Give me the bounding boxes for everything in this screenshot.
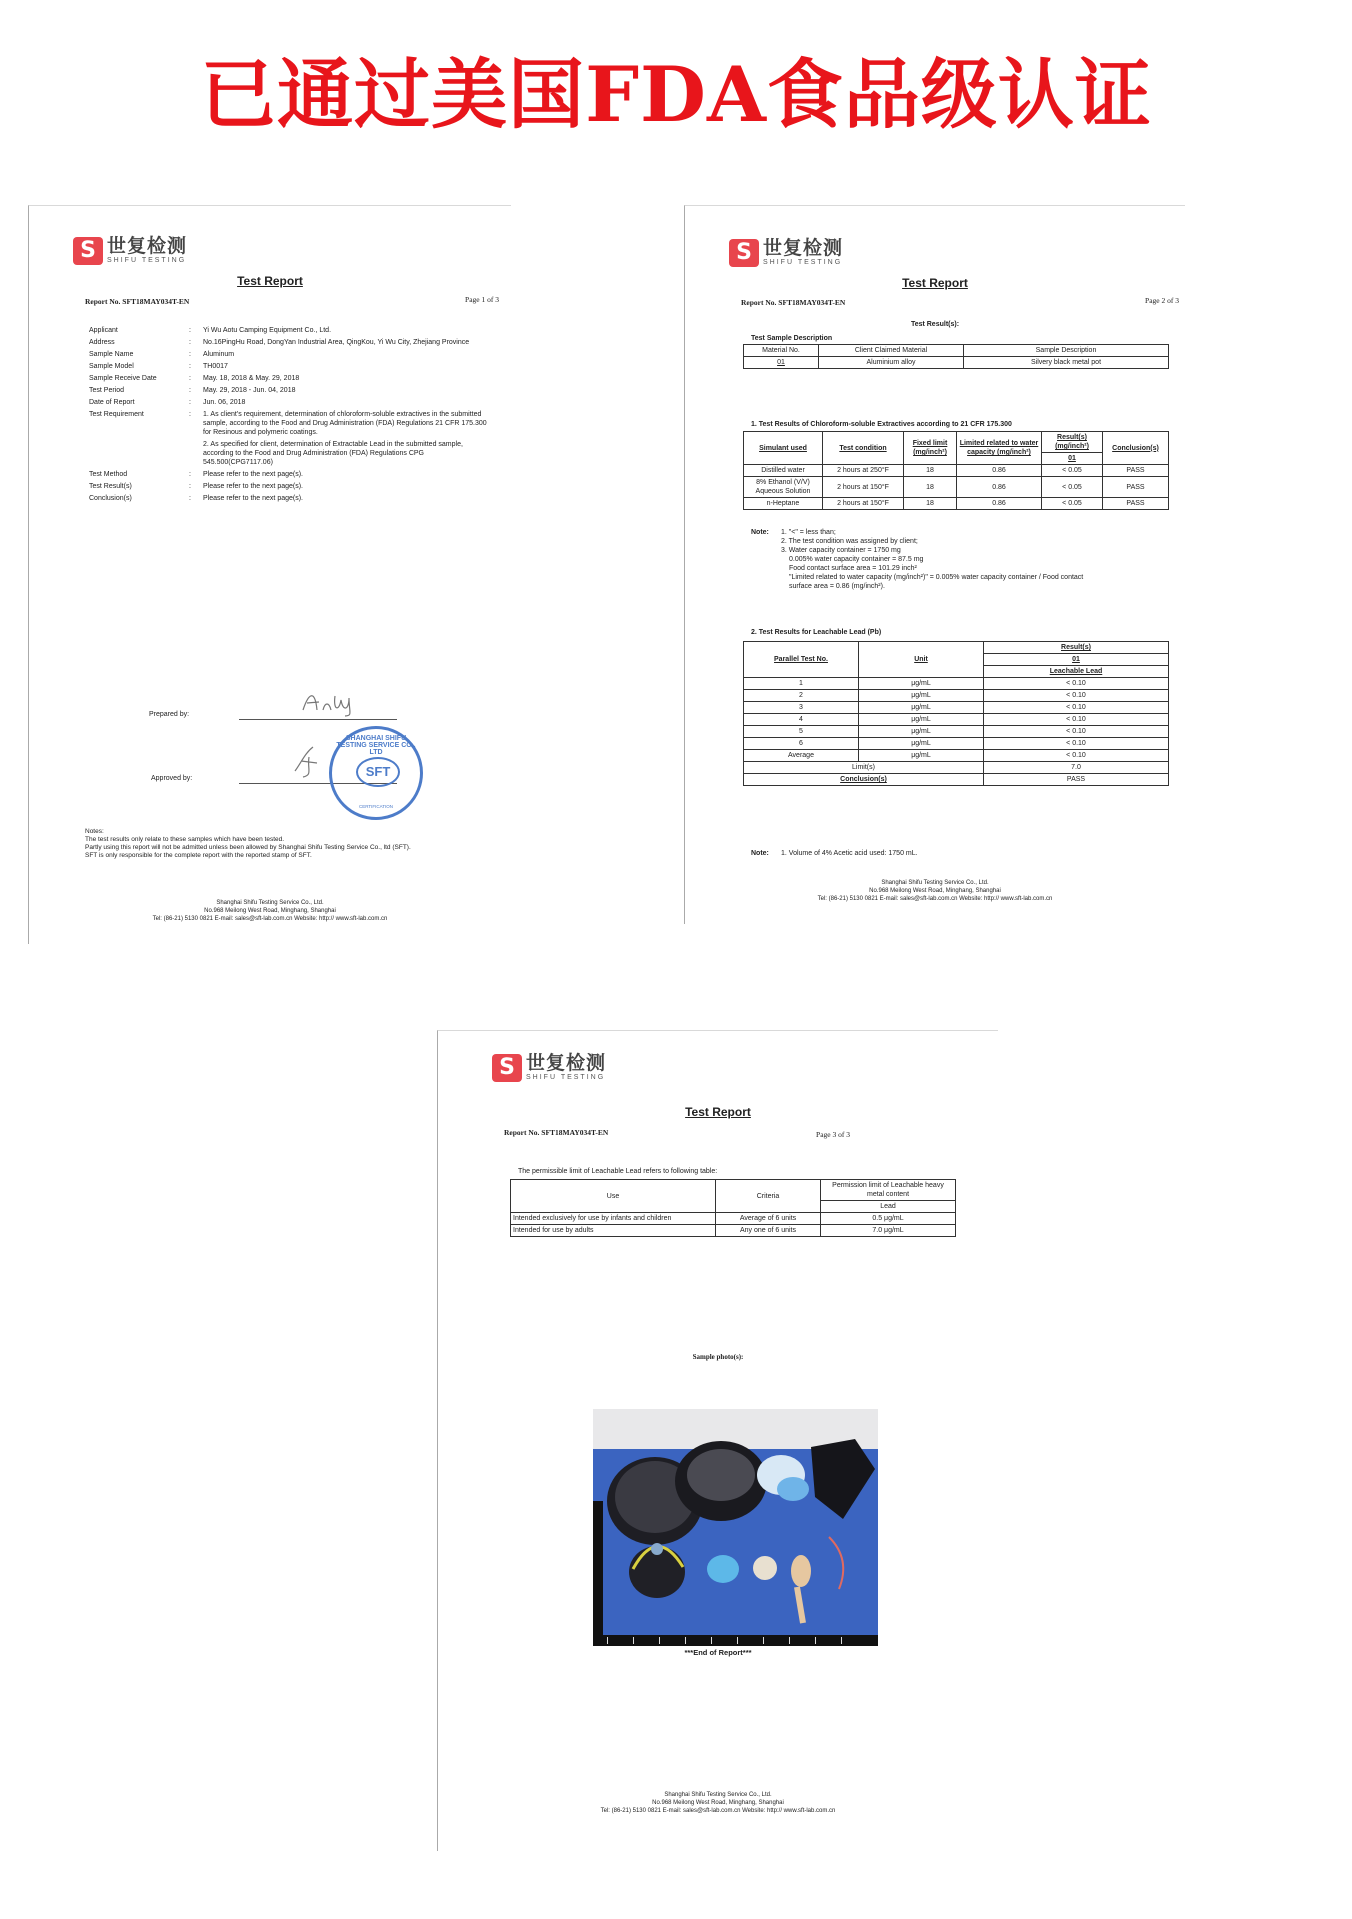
- logo-icon: S: [492, 1054, 522, 1082]
- table-cell: PASS: [1103, 465, 1169, 477]
- info-key: Address: [89, 339, 115, 346]
- th-use: Use: [511, 1180, 716, 1213]
- th-material-no: Material No.: [744, 345, 819, 357]
- report-number: Report No. SFT18MAY034T-EN: [741, 298, 846, 307]
- info-value: Please refer to the next page(s).: [203, 495, 303, 502]
- footer-contact: Tel: (86-21) 5130 0821 E-mail: sales@sft-lab.com.cn Website: http:// www.sft-lab.com.cn: [152, 916, 388, 922]
- table-cell: 18: [904, 477, 957, 498]
- table-cell: < 0.10: [984, 714, 1169, 726]
- cell-limit: 7.0 μg/mL: [821, 1225, 956, 1237]
- note-line: 2. The test condition was assigned by client;: [781, 538, 918, 545]
- info-key: Applicant: [89, 327, 118, 334]
- table-cell: < 0.05: [1042, 477, 1103, 498]
- table-row: [744, 714, 1169, 726]
- note-line: The test results only relate to these samples which have been tested.: [85, 836, 285, 843]
- note2-label: Note:: [751, 850, 769, 857]
- report-title: Test Report: [237, 274, 303, 288]
- footer-company: Shanghai Shifu Testing Service Co., Ltd.: [881, 880, 989, 886]
- info-value: 2. As specified for client, determination of Extractable Lead in the submitted sample, according to the Food and Drug Administration (FDA) Regulations CPG 545.500(CPG7117.06): [203, 441, 463, 466]
- note-line: "Limited related to water capacity (mg/inch²)" = 0.005% water capacity container / Food contact: [789, 574, 1084, 581]
- table-cell: PASS: [1103, 477, 1169, 498]
- logo-cn: 世复检测: [526, 1052, 607, 1074]
- table-cell: < 0.10: [984, 678, 1169, 690]
- table-cell: μg/mL: [859, 678, 984, 690]
- info-colon: :: [189, 399, 191, 406]
- info-value: Jun. 06, 2018: [203, 399, 246, 406]
- info-row: [89, 386, 489, 398]
- table-cell: < 0.05: [1042, 465, 1103, 477]
- th-sample-desc: Sample Description: [964, 345, 1169, 357]
- cell-criteria: Average of 6 units: [716, 1213, 821, 1225]
- info-row: [89, 398, 489, 410]
- th-results-sub: 01: [1042, 453, 1103, 465]
- info-row: [89, 470, 489, 482]
- table-row: [744, 498, 1169, 510]
- table-cell: 0.86: [957, 465, 1042, 477]
- table-cell: 0.86: [957, 477, 1042, 498]
- info-colon: :: [189, 339, 191, 346]
- logo-cn: 世复检测: [107, 235, 188, 257]
- th-unit: Unit: [859, 642, 984, 678]
- prepared-by-label: Prepared by:: [149, 711, 190, 718]
- table-row: [744, 465, 1169, 477]
- info-key: Sample Name: [89, 351, 134, 358]
- info-colon: [189, 440, 203, 470]
- info-key: Test Requirement: [89, 411, 144, 418]
- info-key: Test Period: [89, 387, 125, 394]
- info-colon: :: [189, 375, 191, 382]
- info-colon: :: [189, 471, 191, 478]
- info-value: May. 18, 2018 & May. 29, 2018: [203, 375, 300, 382]
- cell-client-material: Aluminium alloy: [819, 357, 964, 369]
- table-cell: 5: [744, 726, 859, 738]
- section-2-title: 2. Test Results for Leachable Lead (Pb): [751, 629, 882, 636]
- cell-criteria: Any one of 6 units: [716, 1225, 821, 1237]
- cell-use: Intended exclusively for use by infants and children: [511, 1213, 716, 1225]
- th-limited-related: Limited related to water capacity (mg/inch²): [957, 432, 1042, 465]
- sample-photo-label: Sample photo(s):: [692, 1353, 744, 1361]
- table-cell: PASS: [1103, 498, 1169, 510]
- signature-andy: [299, 686, 369, 718]
- table-cell: 6: [744, 738, 859, 750]
- table-cell: 1: [744, 678, 859, 690]
- table-cell: μg/mL: [859, 690, 984, 702]
- page-footer: [685, 879, 1185, 903]
- shifu-logo: [729, 238, 843, 267]
- info-value: 1. As client's requirement, determination of chloroform-soluble extractives in the submitted sample, according to the Food and Drug Administration (FDA) Regulations 21 CFR 175.300 for Resinous and polymeric coatings.: [203, 411, 487, 436]
- table-cell: 0.86: [957, 498, 1042, 510]
- table-cell: μg/mL: [859, 726, 984, 738]
- note-line: 3. Water capacity container = 1750 mg: [781, 547, 901, 554]
- notes: [85, 828, 411, 860]
- logo-en: SHIFU TESTING: [763, 259, 843, 266]
- report-page-1: [28, 205, 511, 944]
- info-key: Conclusion(s): [89, 495, 132, 502]
- table-cell: < 0.10: [984, 750, 1169, 762]
- th-parallel-test: Parallel Test No.: [744, 642, 859, 678]
- footer-contact: Tel: (86-21) 5130 0821 E-mail: sales@sft-lab.com.cn Website: http:// www.sft-lab.com.cn: [600, 1808, 836, 1814]
- table-cell: < 0.05: [1042, 498, 1103, 510]
- limit-intro: The permissible limit of Leachable Lead refers to following table:: [518, 1168, 718, 1175]
- th-client-material: Client Claimed Material: [819, 345, 964, 357]
- results-heading: Test Result(s):: [910, 321, 960, 328]
- info-colon: :: [189, 363, 191, 370]
- info-colon: :: [189, 351, 191, 358]
- table-cell: μg/mL: [859, 750, 984, 762]
- logo-icon: S: [73, 237, 103, 265]
- info-key: [89, 440, 189, 470]
- footer-address: No.968 Meilong West Road, Minghang, Shanghai: [652, 1800, 784, 1806]
- footer-address: No.968 Meilong West Road, Minghang, Shanghai: [204, 908, 336, 914]
- info-key: Sample Receive Date: [89, 375, 157, 382]
- info-row: [89, 362, 489, 374]
- signature-approver: [287, 741, 327, 781]
- shifu-logo: [73, 236, 187, 265]
- page-number: Page 3 of 3: [816, 1130, 850, 1139]
- conclusion-value: PASS: [984, 774, 1169, 786]
- permissible-limit-table: [510, 1179, 956, 1237]
- info-value: Please refer to the next page(s).: [203, 471, 303, 478]
- info-row: [89, 350, 489, 362]
- table-cell: 2 hours at 250°F: [823, 465, 904, 477]
- info-value: Yi Wu Aotu Camping Equipment Co., Ltd.: [203, 327, 332, 334]
- th-criteria: Criteria: [716, 1180, 821, 1213]
- sft-stamp: [329, 726, 423, 820]
- table-row: [744, 738, 1169, 750]
- table-cell: 2 hours at 150°F: [823, 477, 904, 498]
- footer-address: No.968 Meilong West Road, Minghang, Shanghai: [869, 888, 1001, 894]
- th-result: Result(s): [984, 642, 1169, 654]
- info-key: Sample Model: [89, 363, 134, 370]
- table-cell: Distilled water: [744, 465, 823, 477]
- logo-icon: S: [729, 239, 759, 267]
- stamp-ring-text: SHANGHAI SHIFU TESTING SERVICE CO., LTD: [336, 735, 416, 756]
- info-row: [89, 440, 489, 470]
- page-number: Page 1 of 3: [465, 295, 499, 304]
- report-number: Report No. SFT18MAY034T-EN: [85, 297, 190, 306]
- info-row: [89, 410, 489, 440]
- table-cell: 18: [904, 465, 957, 477]
- table-cell: Average: [744, 750, 859, 762]
- stamp-cert: CERTIFICATION: [358, 804, 394, 809]
- info-colon: :: [189, 411, 191, 418]
- report-title: Test Report: [685, 1105, 751, 1119]
- th-result-sub1: 01: [984, 654, 1169, 666]
- info-colon: :: [189, 327, 191, 334]
- note-line: SFT is only responsible for the complete report with the reported stamp of SFT.: [85, 852, 312, 859]
- th-lead: Lead: [821, 1201, 956, 1213]
- table-row: [744, 678, 1169, 690]
- info-key: Date of Report: [89, 399, 135, 406]
- table-row: [744, 726, 1169, 738]
- cell-material-no: 01: [744, 357, 819, 369]
- th-permission-limit: Permission limit of Leachable heavy metal content: [821, 1180, 956, 1201]
- sample-photo: [593, 1409, 878, 1646]
- logo-en: SHIFU TESTING: [107, 257, 187, 264]
- table-cell: 2 hours at 150°F: [823, 498, 904, 510]
- note-line: surface area = 0.86 (mg/inch²).: [789, 583, 885, 590]
- section-1-title: 1. Test Results of Chloroform-soluble Extractives according to 21 CFR 175.300: [751, 421, 1012, 428]
- info-row: [89, 482, 489, 494]
- note-line: 0.005% water capacity container = 87.5 mg: [789, 556, 924, 563]
- logo-en: SHIFU TESTING: [526, 1074, 606, 1081]
- note-line: Partly using this report will not be admitted unless been allowed by Shanghai Shifu Testing Service Co., ltd (SFT).: [85, 844, 411, 851]
- table-cell: μg/mL: [859, 714, 984, 726]
- page-number: Page 2 of 3: [1145, 296, 1179, 305]
- report-page-2: [684, 205, 1185, 924]
- sample-desc-table: [743, 344, 1169, 369]
- table-cell: < 0.10: [984, 738, 1169, 750]
- cell-sample-desc: Silvery black metal pot: [964, 357, 1169, 369]
- limit-label: Limit(s): [744, 762, 984, 774]
- t1-notes: [781, 528, 1181, 591]
- cell-limit: 0.5 μg/mL: [821, 1213, 956, 1225]
- table-cell: μg/mL: [859, 702, 984, 714]
- report-info-table: [89, 326, 489, 506]
- footer-contact: Tel: (86-21) 5130 0821 E-mail: sales@sft-lab.com.cn Website: http:// www.sft-lab.com.cn: [817, 896, 1053, 902]
- info-value: TH0017: [203, 363, 228, 370]
- info-value: Aluminum: [203, 351, 235, 358]
- info-colon: :: [189, 387, 191, 394]
- table-cell: 2: [744, 690, 859, 702]
- table-cell: < 0.10: [984, 702, 1169, 714]
- conclusion-label: Conclusion(s): [744, 774, 984, 786]
- shifu-logo: [492, 1053, 606, 1082]
- footer-company: Shanghai Shifu Testing Service Co., Ltd.: [216, 900, 324, 906]
- page-footer: [438, 1791, 998, 1815]
- th-fixed-limit: Fixed limit (mg/inch²): [904, 432, 957, 465]
- notes-title: Notes:: [85, 828, 104, 835]
- approved-by-label: Approved by:: [151, 775, 193, 782]
- limit-value: 7.0: [984, 762, 1169, 774]
- th-results: Result(s) (mg/inch²): [1042, 432, 1103, 453]
- chloroform-results-table: [743, 431, 1169, 510]
- info-row: [89, 326, 489, 338]
- info-key: Test Result(s): [89, 483, 132, 490]
- leachable-lead-table: [743, 641, 1169, 786]
- note-line: 1. "<" = less than;: [781, 529, 836, 536]
- footer-company: Shanghai Shifu Testing Service Co., Ltd.: [664, 1792, 772, 1798]
- th-result-sub2: Leachable Lead: [984, 666, 1169, 678]
- report-title: Test Report: [902, 276, 968, 290]
- stamp-center: SFT: [356, 757, 400, 787]
- table-row: [744, 690, 1169, 702]
- info-value: No.16PingHu Road, DongYan Industrial Area, QingKou, Yi Wu City, Zhejiang Province: [203, 339, 470, 346]
- table-cell: < 0.10: [984, 726, 1169, 738]
- report-page-3: [437, 1030, 998, 1851]
- table-cell: 4: [744, 714, 859, 726]
- table-cell: 8% Ethanol (V/V) Aqueous Solution: [744, 477, 823, 498]
- sample-desc-heading: Test Sample Description: [751, 335, 833, 342]
- info-value: May. 29, 2018 - Jun. 04, 2018: [203, 387, 296, 394]
- table-cell: μg/mL: [859, 738, 984, 750]
- table-row: [744, 477, 1169, 498]
- info-colon: :: [189, 483, 191, 490]
- table-cell: < 0.10: [984, 690, 1169, 702]
- logo-cn: 世复检测: [763, 237, 844, 259]
- sample-photo-illustration: [593, 1409, 878, 1646]
- table-row: [744, 750, 1169, 762]
- report-number: Report No. SFT18MAY034T-EN: [504, 1128, 609, 1137]
- th-simulant: Simulant used: [744, 432, 823, 465]
- info-row: [89, 494, 489, 506]
- cell-use: Intended for use by adults: [511, 1225, 716, 1237]
- table-cell: n-Heptane: [744, 498, 823, 510]
- info-row: [89, 338, 489, 350]
- info-key: Test Method: [89, 471, 128, 478]
- note-label: Note:: [751, 529, 769, 536]
- th-conclusion: Conclusion(s): [1103, 432, 1169, 465]
- th-test-condition: Test condition: [823, 432, 904, 465]
- banner-title: 已通过美国FDA食品级认证: [200, 50, 1152, 139]
- table-cell: 18: [904, 498, 957, 510]
- t2-note: 1. Volume of 4% Acetic acid used: 1750 mL.: [781, 850, 918, 857]
- info-value: Please refer to the next page(s).: [203, 483, 303, 490]
- prepared-signature-line: [239, 719, 397, 720]
- note-line: Food contact surface area = 101.29 inch²: [789, 565, 917, 572]
- table-cell: 3: [744, 702, 859, 714]
- table-row: [744, 702, 1169, 714]
- info-row: [89, 374, 489, 386]
- end-of-report: ***End of Report***: [684, 1648, 752, 1657]
- page-footer: [29, 899, 511, 923]
- info-colon: :: [189, 495, 191, 502]
